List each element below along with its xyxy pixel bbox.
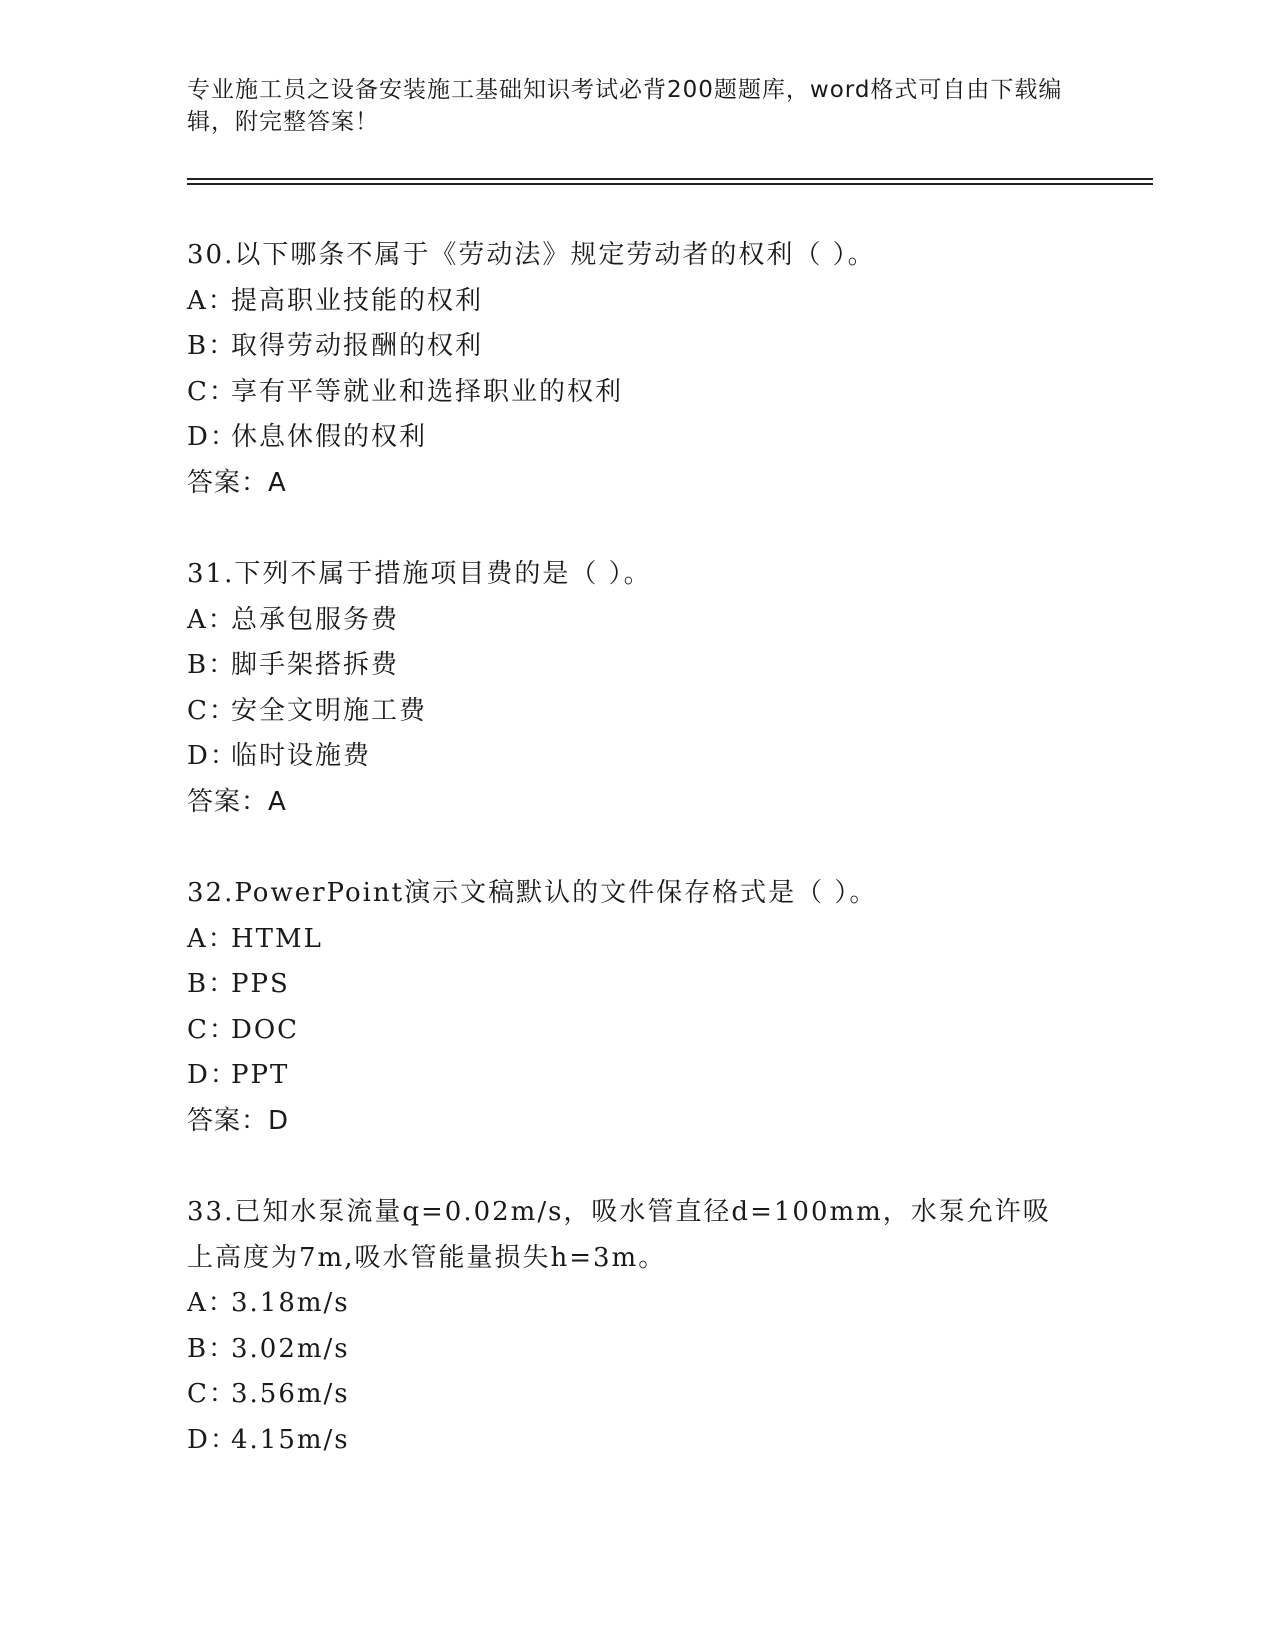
option-text: 脚手架搭拆费 [231, 650, 400, 680]
question-33 [187, 1190, 1087, 1463]
option-b [187, 962, 1087, 1008]
option-d [187, 1418, 1087, 1464]
option-letter: A： [187, 923, 236, 954]
option-letter: B： [187, 1333, 237, 1364]
question-stem: 32.PowerPoint演示文稿默认的文件保存格式是（ ）。 [187, 878, 878, 908]
option-text: PPT [231, 1060, 290, 1090]
option-text: 取得劳动报酬的权利 [231, 331, 484, 361]
option-text: 总承包服务费 [231, 604, 400, 635]
option-text: PPS [231, 969, 290, 999]
option-text: 4.15m/s [231, 1424, 350, 1455]
option-letter: B： [187, 331, 237, 361]
option-a [187, 279, 1087, 325]
option-a [187, 1281, 1087, 1327]
option-text: 3.18m/s [231, 1288, 350, 1318]
option-text: 临时设施费 [231, 741, 372, 771]
option-c [187, 689, 1087, 735]
option-b [187, 324, 1087, 370]
option-b [187, 643, 1087, 689]
document-header-title: 专业施工员之设备安装施工基础知识考试必背200题题库，word格式可自由下载编辑，附完整答案！ [187, 77, 1063, 135]
option-c [187, 1008, 1087, 1054]
question-stem: 33.已知水泵流量q=0.02m/s，吸水管直径d=100mm，水泵允许吸上高度为7m,吸水管能量损失h=3m。 [187, 1197, 1051, 1273]
option-c [187, 370, 1087, 416]
answer-line: 答案：D [187, 1105, 290, 1136]
option-letter: C： [187, 1379, 237, 1409]
option-letter: C： [187, 695, 237, 726]
option-d [187, 1053, 1087, 1099]
option-text: 休息休假的权利 [231, 422, 428, 452]
option-letter: B： [187, 650, 237, 680]
option-letter: A： [187, 604, 236, 635]
option-c [187, 1372, 1087, 1418]
option-text: DOC [231, 1014, 300, 1045]
option-a [187, 598, 1087, 644]
option-letter: B： [187, 969, 237, 999]
option-d [187, 734, 1087, 780]
question-32 [187, 871, 1087, 1144]
question-stem: 31.下列不属于措施项目费的是（ ）。 [187, 559, 652, 589]
header-rule-bottom [187, 183, 1153, 185]
option-letter: A： [187, 285, 236, 316]
option-letter: D： [187, 422, 238, 452]
option-letter: C： [187, 376, 237, 407]
option-text: HTML [231, 923, 323, 954]
option-text: 提高职业技能的权利 [231, 285, 484, 316]
option-text: 3.56m/s [231, 1379, 350, 1409]
header-rule-top [187, 178, 1153, 180]
option-d [187, 415, 1087, 461]
option-text: 享有平等就业和选择职业的权利 [231, 376, 624, 407]
question-stem: 30.以下哪条不属于《劳动法》规定劳动者的权利（ ）。 [187, 240, 876, 270]
answer-line: 答案：A [187, 467, 287, 498]
question-31 [187, 552, 1087, 825]
option-letter: D： [187, 1060, 238, 1090]
option-a [187, 917, 1087, 963]
option-b [187, 1327, 1087, 1373]
option-text: 3.02m/s [231, 1333, 350, 1364]
option-letter: C： [187, 1014, 237, 1045]
option-letter: D： [187, 1424, 238, 1455]
option-text: 安全文明施工费 [231, 695, 428, 726]
option-letter: D： [187, 741, 238, 771]
question-30 [187, 233, 1087, 506]
answer-line: 答案：A [187, 786, 287, 817]
option-letter: A： [187, 1288, 236, 1318]
